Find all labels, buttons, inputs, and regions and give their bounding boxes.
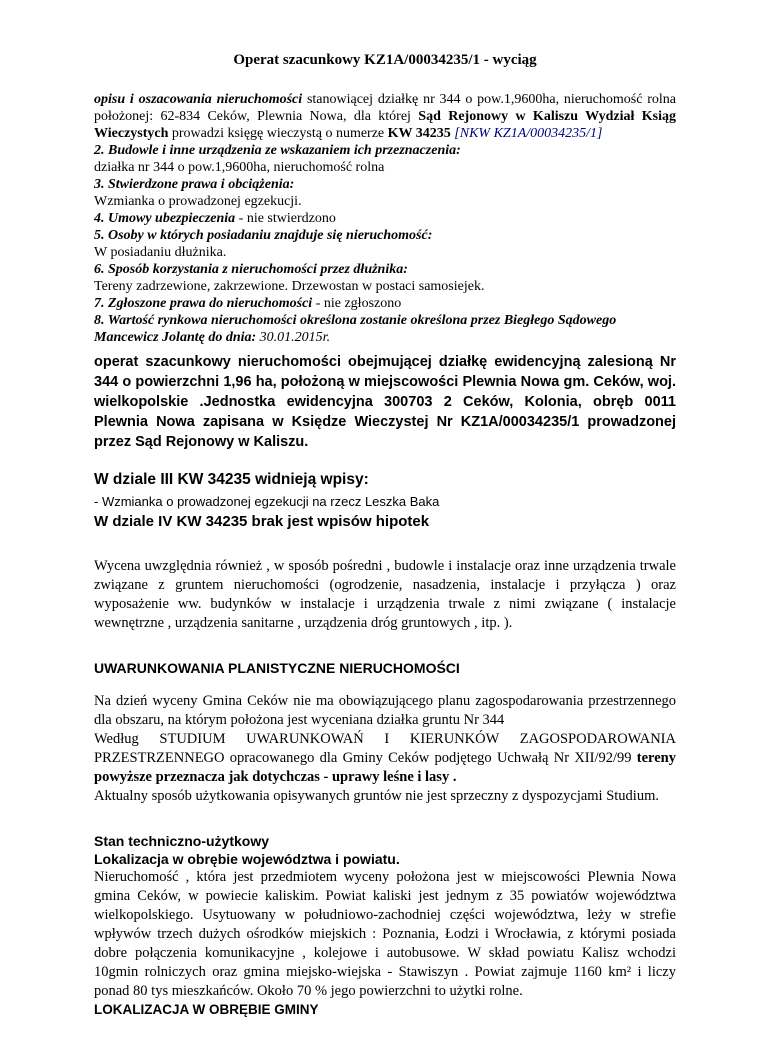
planning-paragraph-2 — [94, 730, 676, 787]
numbered-item-2 — [94, 142, 676, 176]
numbered-item-5 — [94, 227, 676, 261]
kw-section-4-heading: W dziale IV KW 34235 brak jest wpisów hipotek — [94, 513, 430, 530]
kw-number: KW 34235 — [387, 126, 455, 141]
item-5-heading: 5. Osoby w których posiadaniu znajduje się nieruchomość: — [94, 228, 433, 243]
item-5-body: W posiadaniu dłużnika. — [94, 245, 227, 260]
intro-lead-text: opisu i oszacowania nieruchomości — [94, 92, 307, 107]
item-8-heading: 8. Wartość rynkowa nieruchomości określona zostanie określona przez Biegłego Sądowego Mancewicz Jolantę do dnia: — [94, 313, 617, 345]
kw-section-3-entry: - Wzmianka o prowadzonej egzekucji na rzecz Leszka Baka — [94, 494, 440, 509]
document-title: Operat szacunkowy KZ1A/00034235/1 - wyciąg — [233, 52, 537, 68]
item-2-heading: 2. Budowle i inne urządzenia ze wskazaniem ich przeznaczenia: — [94, 143, 461, 158]
planning-section-heading: UWARUNKOWANIA PLANISTYCZNE NIERUCHOMOŚCI — [94, 660, 460, 676]
item-4-body: - nie stwierdzono — [235, 211, 336, 226]
item-3-body: Wzmianka o prowadzonej egzekucji. — [94, 194, 302, 209]
item-2-body: działka nr 344 o pow.1,9600ha, nieruchomość rolna — [94, 160, 385, 175]
location-paragraph: Nieruchomość , która jest przedmiotem wyceny położona jest w miejscowości Plewnia Nowa gmina Ceków, w powiecie kaliskim. Powiat kaliski jest jednym z 35 powiatów województwa wielkopolskiego. Usytuowany w południowo-zachodniej części województwa, leży w strefie wpływów trzech dużych ośrodków miejskich : Poznania, Łodzi i Wrocławia, z którymi posiada dobre połączenia komunikacyjne , kolejowe i autobusowe. W skład powiatu Kalisz wchodzi 10gmin rolniczych oraz gmina miejsko-wiejska - Stawiszyn . Powiat zajmuje 1160 km² i liczy ponad 80 tys mieszkańców. Około 70 % jego powierzchni to użytki rolne. — [94, 869, 676, 999]
item-8-date: 30.01.2015r. — [259, 330, 331, 345]
item-7-body: - nie zgłoszono — [312, 296, 402, 311]
planning-paragraphs — [94, 692, 676, 806]
numbered-item-4 — [94, 210, 676, 227]
item-3-heading: 3. Stwierdzone prawa i obciążenia: — [94, 177, 295, 192]
intro-body-1: stanowiącej działkę nr 344 o pow.1,9600ha, nieruchomość rolna położonej: 62-834 Ceków, Plewnia Nowa, dla której — [94, 92, 676, 124]
valuation-note-paragraph: Wycena uwzględnia również , w sposób pośredni , budowle i instalacje oraz inne urządzenia trwale związane z gruntem nieruchomości (ogrodzenie, nasadzenia, instalacje i przyłącza ) oraz wyposażenie ww. budynków w instalacje i urządzenia trwale z nimi związane ( instalacje wewnętrzne , urządzenia sanitarne , urządzenia dróg gruntowych , itp. ). — [94, 558, 676, 631]
planning-paragraph-2-bold: tereny powyższe przeznacza jak dotychczas - uprawy leśne i lasy . — [94, 750, 676, 785]
item-6-heading: 6. Sposób korzystania z nieruchomości przez dłużnika: — [94, 262, 408, 277]
planning-paragraph-3: Aktualny sposób użytkowania opisywanych gruntów nie jest sprzeczny z dyspozycjami Studium. — [94, 788, 659, 804]
commune-location-heading: LOKALIZACJA W OBRĘBIE GMINY — [94, 1002, 319, 1017]
numbered-item-3 — [94, 176, 676, 210]
planning-paragraph-1: Na dzień wyceny Gmina Ceków nie ma obowiązującego planu zagospodarowania przestrzennego dla obszaru, na którym położona jest wyceniana działka gruntu Nr 344 — [94, 693, 676, 728]
item-6-body: Tereny zadrzewione, zakrzewione. Drzewostan w postaci samosiejek. — [94, 279, 485, 294]
numbered-item-6 — [94, 261, 676, 295]
intro-paragraph — [94, 91, 676, 142]
technical-condition-heading: Stan techniczno-użytkowy — [94, 833, 270, 849]
planning-paragraph-2-normal: Według STUDIUM UWARUNKOWAŃ I KIERUNKÓW ZAGOSPODAROWANIA PRZESTRZENNEGO opracowanego dla Gminy Ceków podjętego Uchwałą Nr XII/92/99 — [94, 731, 676, 766]
item-7-heading: 7. Zgłoszone prawa do nieruchomości — [94, 296, 313, 311]
court-name: Sąd Rejonowy w Kaliszu Wydział Ksiąg Wieczystych — [94, 109, 676, 141]
location-subheading: Lokalizacja w obrębie województwa i powiatu. — [94, 851, 400, 867]
nkw-reference: [NKW KZ1A/00034235/1] — [454, 126, 603, 141]
intro-body-2: prowadzi księgę wieczystą o numerze — [171, 126, 388, 141]
numbered-item-8 — [94, 312, 676, 346]
kw-section-3-heading: W dziale III KW 34235 widnieją wpisy: — [94, 471, 369, 488]
valuation-summary-paragraph: operat szacunkowy nieruchomości obejmującej działkę ewidencyjną zalesioną Nr 344 o powierzchni 1,96 ha, położoną w miejscowości Plewnia Nowa gm. Ceków, woj. wielkopolskie .Jednostka ewidencyjna 300703 2 Ceków, Kolonia, obręb 0011 Plewnia Nowa zapisana w Księdze Wieczystej Nr KZ1A/00034235/1 prowadzonej przez Sąd Rejonowy w Kaliszu. — [94, 354, 676, 450]
item-4-heading: 4. Umowy ubezpieczenia — [94, 211, 236, 226]
numbered-item-7 — [94, 295, 676, 312]
